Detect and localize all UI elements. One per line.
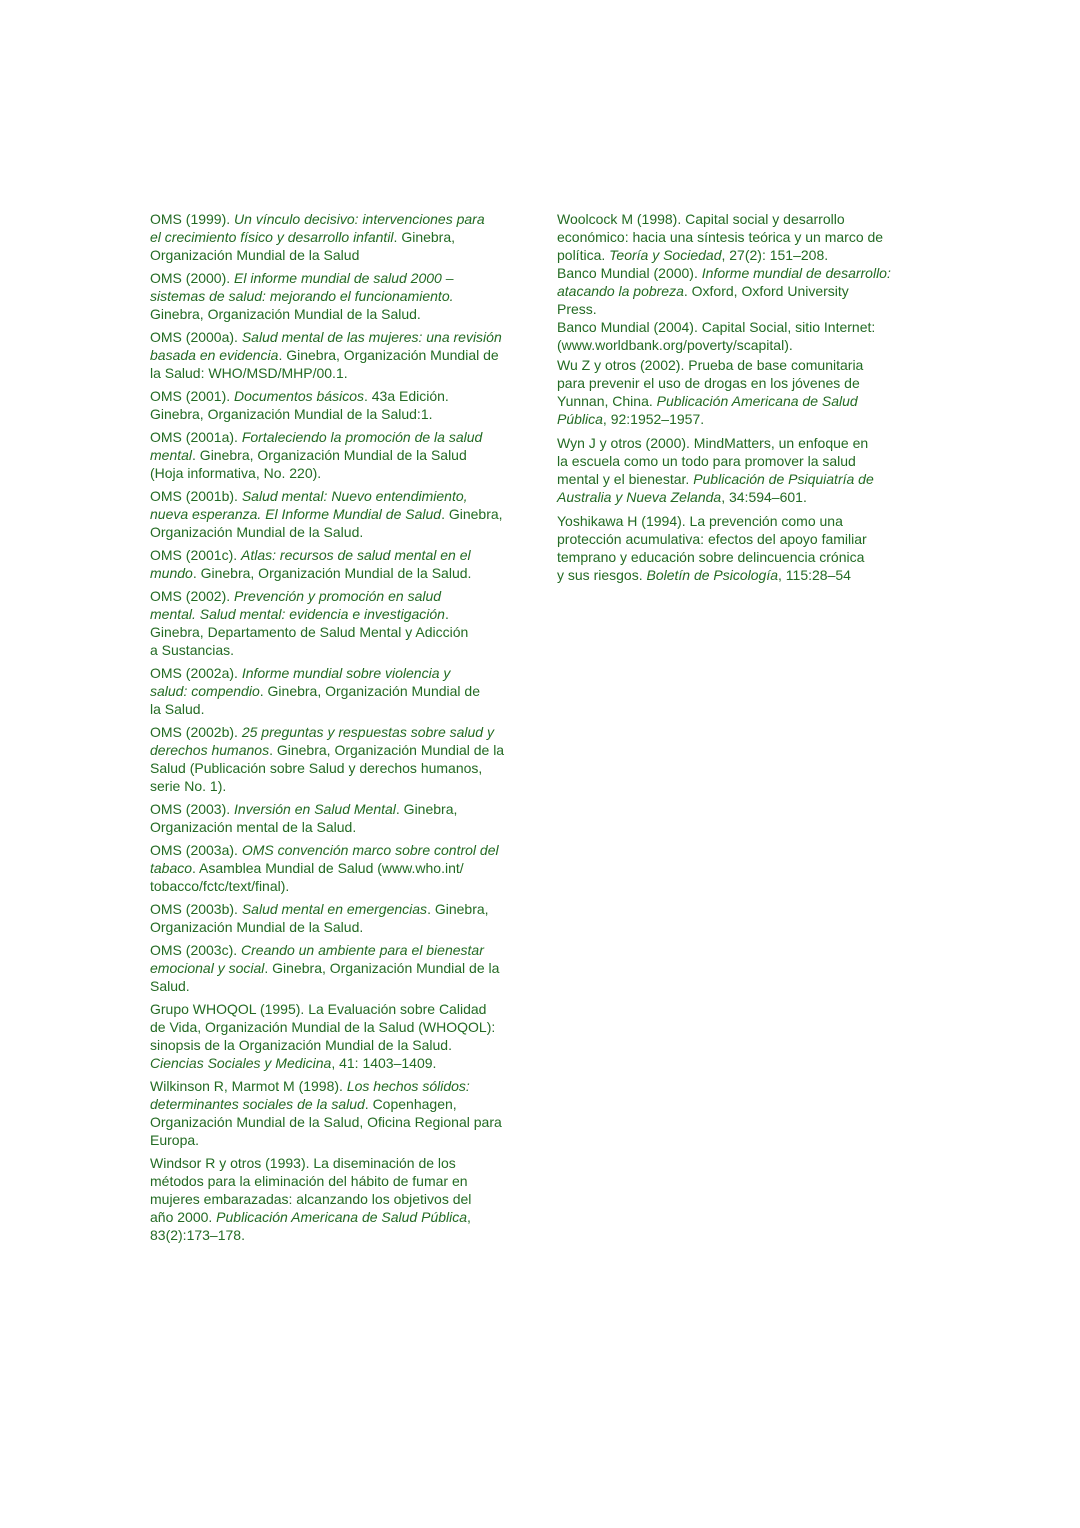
reference-entry	[150, 487, 520, 541]
reference-entry	[557, 434, 907, 506]
reference-text: . Ginebra, Organización Mundial de la Salud (Hoja informativa, No. 220).	[150, 447, 467, 481]
reference-title: Salud mental: Nuevo entendimiento, nueva esperanza. El Informe Mundial de Salud	[150, 488, 468, 522]
reference-title: Fortaleciendo la promoción de la salud mental	[150, 429, 483, 463]
reference-title: OMS convención marco sobre control del tabaco	[150, 842, 499, 876]
reference-text: , 34:594–601.	[721, 489, 807, 505]
reference-entry	[557, 318, 907, 354]
reference-text: , 115:28–54	[778, 567, 851, 583]
reference-entry	[557, 264, 907, 318]
reference-entry	[150, 723, 520, 795]
reference-title: Inversión en Salud Mental	[234, 801, 396, 817]
reference-entry	[557, 512, 907, 584]
reference-text: OMS (2003c).	[150, 942, 242, 958]
reference-entry	[150, 1077, 520, 1149]
reference-text: Grupo WHOQOL (1995). La Evaluación sobre Calidad de Vida, Organización Mundial de la Salud (WHOQOL): sinopsis de la Organización Mundial de la Salud.	[150, 1001, 496, 1053]
reference-text: , 41: 1403–1409.	[331, 1055, 437, 1071]
reference-title: 25 preguntas y respuestas sobre salud y derechos humanos	[150, 724, 494, 758]
reference-title: Salud mental en emergencias	[241, 901, 428, 917]
reference-text: . Ginebra, Organización Mundial de la Salud	[150, 229, 456, 263]
reference-text: . Ginebra, Organización Mundial de la Salud.	[150, 901, 489, 935]
reference-title: El informe mundial de salud 2000 – sistemas de salud: mejorando el funcionamiento.	[150, 270, 454, 304]
reference-text: Ginebra, Organización Mundial de la Salud.	[150, 306, 421, 322]
reference-title: Teoría y Sociedad	[609, 247, 722, 263]
reference-entry	[150, 1000, 520, 1072]
reference-entry	[150, 664, 520, 718]
reference-entry	[150, 841, 520, 895]
reference-entry	[150, 210, 520, 264]
reference-text: OMS (2001a).	[150, 429, 242, 445]
reference-text: . Ginebra, Organización Mundial de la Salud: WHO/MSD/MHP/00.1.	[150, 347, 499, 381]
reference-entry	[150, 587, 520, 659]
reference-text: . Asamblea Mundial de Salud (www.who.int/ tobacco/fctc/text/final).	[150, 860, 464, 894]
reference-text: Windsor R y otros (1993). La diseminación de los métodos para la eliminación del hábito de fumar en mujeres embarazadas: alcanzando los objetivos del año 2000.	[150, 1155, 472, 1225]
reference-text: , 27(2): 151–208.	[721, 247, 829, 263]
reference-entry	[150, 941, 520, 995]
reference-text: . Ginebra, Organización Mundial de la Salud.	[150, 506, 503, 540]
reference-text: OMS (2002).	[150, 588, 235, 604]
reference-text: OMS (2003a).	[150, 842, 242, 858]
reference-entry	[557, 210, 907, 264]
reference-title: Publicación Americana de Salud Pública	[216, 1209, 468, 1225]
reference-text: . 43a Edición. Ginebra, Organización Mundial de la Salud:1.	[150, 388, 449, 422]
reference-title: Publicación Americana de Salud Pública	[557, 393, 858, 427]
reference-text: OMS (2000a).	[150, 329, 242, 345]
reference-text: . Ginebra, Organización Mundial de la Salud (Publicación sobre Salud y derechos humanos, serie No. 1).	[150, 742, 505, 794]
reference-text: Woolcock M (1998). Capital social y desarrollo económico: hacia una síntesis teórica y un marco de política.	[557, 211, 884, 263]
reference-entry	[150, 328, 520, 382]
reference-entry	[150, 800, 520, 836]
reference-text: Wilkinson R, Marmot M (1998).	[150, 1078, 347, 1094]
reference-title: Los hechos sólidos: determinantes sociales de la salud	[150, 1078, 470, 1112]
reference-text: OMS (2002a).	[150, 665, 242, 681]
reference-entry	[150, 387, 520, 423]
reference-text: , 83(2):173–178.	[150, 1209, 471, 1243]
reference-text: OMS (2001).	[150, 388, 235, 404]
reference-text: . Ginebra, Organización Mundial de la Salud.	[150, 683, 480, 717]
reference-title: Prevención y promoción en salud mental. Salud mental: evidencia e investigación	[150, 588, 445, 622]
reference-entry	[150, 900, 520, 936]
reference-title: Salud mental de las mujeres: una revisión basada en evidencia	[150, 329, 502, 363]
reference-text: Yoshikawa H (1994). La prevención como una protección acumulativa: efectos del apoyo familiar temprano y educación sobre delincuencia crónica y sus riesgos.	[557, 513, 867, 583]
reference-title: Un vínculo decisivo: intervenciones para el crecimiento físico y desarrollo infantil	[150, 211, 485, 245]
reference-title: Creando un ambiente para el bienestar emocional y social	[150, 942, 484, 976]
reference-title: Documentos básicos	[234, 388, 364, 404]
reference-text: OMS (1999).	[150, 211, 235, 227]
reference-entry	[150, 269, 520, 323]
reference-text: Wu Z y otros (2002). Prueba de base comunitaria para prevenir el uso de drogas en los jóvenes de Yunnan, China.	[557, 357, 864, 409]
reference-entry	[150, 428, 520, 482]
reference-text: . Ginebra, Organización Mundial de la Salud.	[150, 960, 500, 994]
reference-text: . Ginebra, Organización mental de la Salud.	[150, 801, 458, 835]
reference-title: Boletín de Psicología	[646, 567, 779, 583]
reference-text: Banco Mundial (2000).	[557, 265, 702, 281]
reference-title: Ciencias Sociales y Medicina	[150, 1055, 332, 1071]
reference-text: , 92:1952–1957.	[602, 411, 705, 427]
reference-text: OMS (2000).	[150, 270, 235, 286]
reference-text: Wyn J y otros (2000). MindMatters, un enfoque en la escuela como un todo para promover la salud mental y el bienestar.	[557, 435, 869, 487]
reference-text: OMS (2003).	[150, 801, 235, 817]
reference-title: Informe mundial de desarrollo: atacando la pobreza	[557, 265, 891, 299]
reference-text: OMS (2001b).	[150, 488, 242, 504]
reference-text: OMS (2002b).	[150, 724, 242, 740]
reference-text: OMS (2003b).	[150, 901, 242, 917]
reference-text: . Ginebra, Organización Mundial de la Salud.	[192, 565, 472, 581]
reference-entry	[150, 546, 520, 582]
references-right-column	[557, 210, 907, 590]
reference-title: Informe mundial sobre violencia y salud: compendio	[150, 665, 451, 699]
reference-entry	[557, 356, 907, 428]
reference-text: . Copenhagen, Organización Mundial de la Salud, Oficina Regional para Europa.	[150, 1096, 502, 1148]
reference-text: . Ginebra, Departamento de Salud Mental y Adicción a Sustancias.	[150, 606, 469, 658]
reference-title: Atlas: recursos de salud mental en el mundo	[150, 547, 471, 581]
reference-entry	[150, 1154, 520, 1244]
references-left-column	[150, 210, 520, 1249]
reference-title: Publicación de Psiquiatría de Australia y Nueva Zelanda	[557, 471, 874, 505]
reference-text: OMS (2001c).	[150, 547, 242, 563]
reference-text: . Oxford, Oxford University Press.	[557, 283, 849, 317]
reference-text: Banco Mundial (2004). Capital Social, sitio Internet: (www.worldbank.org/poverty/scapital).	[557, 319, 876, 353]
